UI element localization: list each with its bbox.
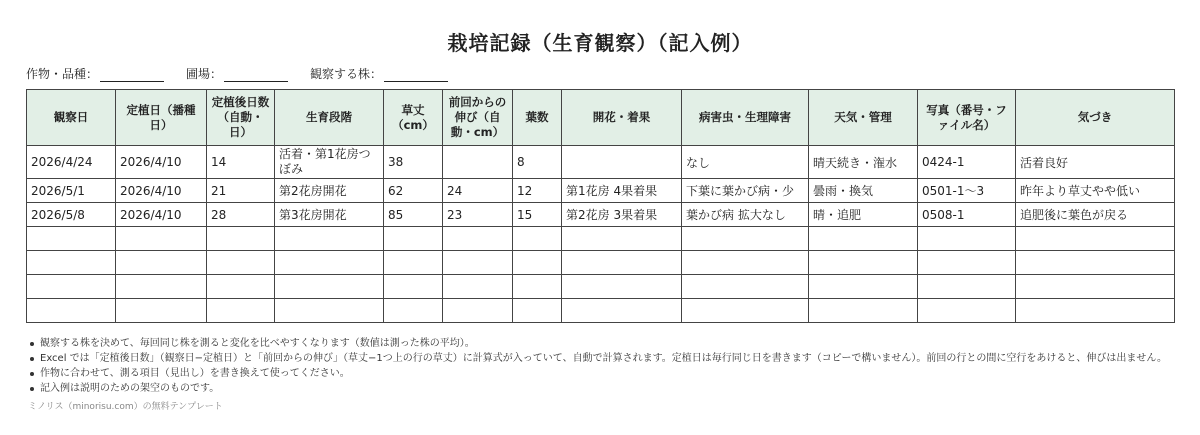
observed-plant-field bbox=[310, 65, 448, 82]
table-cell[interactable] bbox=[682, 251, 809, 275]
table-cell[interactable]: 14 bbox=[207, 146, 275, 179]
table-cell[interactable] bbox=[918, 227, 1016, 251]
table-cell[interactable] bbox=[275, 299, 384, 323]
table-cell[interactable]: 85 bbox=[384, 203, 443, 227]
col-header: 定植後日数（自動・日） bbox=[207, 90, 275, 146]
table-cell[interactable] bbox=[513, 251, 562, 275]
table-cell[interactable]: 0501-1〜3 bbox=[918, 179, 1016, 203]
table-cell[interactable] bbox=[918, 299, 1016, 323]
table-cell[interactable] bbox=[116, 227, 207, 251]
table-cell[interactable] bbox=[207, 299, 275, 323]
note-item: 記入例は説明のための架空のものです。 bbox=[28, 381, 1167, 396]
table-cell[interactable]: 晴・追肥 bbox=[809, 203, 918, 227]
note-item: 観察する株を決めて、毎回同じ株を測ると変化を比べやすくなります（数値は測った株の平均）。 bbox=[28, 336, 1167, 351]
col-header: 草丈（cm） bbox=[384, 90, 443, 146]
table-cell[interactable]: 12 bbox=[513, 179, 562, 203]
table-row bbox=[27, 299, 1175, 323]
table-cell[interactable] bbox=[116, 299, 207, 323]
table-cell[interactable] bbox=[513, 275, 562, 299]
table-cell[interactable] bbox=[682, 227, 809, 251]
table-cell[interactable] bbox=[207, 227, 275, 251]
table-cell[interactable]: 晴天続き・潅水 bbox=[809, 146, 918, 179]
table-cell[interactable]: 第2花房開花 bbox=[275, 179, 384, 203]
table-cell[interactable]: 曇雨・換気 bbox=[809, 179, 918, 203]
table-row bbox=[27, 146, 1175, 179]
table-cell[interactable] bbox=[1016, 227, 1175, 251]
table-cell[interactable] bbox=[918, 251, 1016, 275]
table-cell[interactable] bbox=[809, 299, 918, 323]
table-cell[interactable] bbox=[116, 251, 207, 275]
table-cell[interactable] bbox=[384, 251, 443, 275]
table-cell[interactable] bbox=[1016, 299, 1175, 323]
table-cell[interactable] bbox=[1016, 275, 1175, 299]
table-cell[interactable] bbox=[384, 299, 443, 323]
table-cell[interactable]: 活着・第1花房つぼみ bbox=[275, 146, 384, 179]
col-header: 天気・管理 bbox=[809, 90, 918, 146]
col-header: 病害虫・生理障害 bbox=[682, 90, 809, 146]
table-cell[interactable]: 第2花房 3果着果 bbox=[562, 203, 682, 227]
crop-variety-blank bbox=[100, 67, 164, 82]
page-title: 栽培記録（生育観察）（記入例） bbox=[447, 31, 753, 55]
table-cell[interactable] bbox=[562, 146, 682, 179]
table-cell[interactable] bbox=[809, 251, 918, 275]
header-fields bbox=[26, 64, 470, 82]
observed-plant-label: 観察する株： bbox=[310, 67, 383, 81]
table-cell[interactable]: 38 bbox=[384, 146, 443, 179]
field-plot-blank bbox=[224, 67, 288, 82]
col-header: 観察日 bbox=[27, 90, 116, 146]
table-cell[interactable] bbox=[443, 275, 513, 299]
table-cell[interactable] bbox=[562, 251, 682, 275]
table-cell[interactable] bbox=[562, 299, 682, 323]
table-cell[interactable]: 2026/4/10 bbox=[116, 146, 207, 179]
table-row bbox=[27, 179, 1175, 203]
table-cell[interactable] bbox=[27, 299, 116, 323]
table-cell[interactable]: 8 bbox=[513, 146, 562, 179]
table-cell[interactable]: 2026/4/10 bbox=[116, 179, 207, 203]
template-credit: ミノリス（minorisu.com）の無料テンプレート bbox=[28, 402, 223, 412]
table-cell[interactable] bbox=[443, 251, 513, 275]
table-cell[interactable] bbox=[275, 227, 384, 251]
table-row bbox=[27, 227, 1175, 251]
table-cell[interactable]: 28 bbox=[207, 203, 275, 227]
table-cell[interactable]: 第1花房 4果着果 bbox=[562, 179, 682, 203]
col-header: 生育段階 bbox=[275, 90, 384, 146]
table-cell[interactable] bbox=[27, 227, 116, 251]
table-cell[interactable] bbox=[275, 251, 384, 275]
col-header: 気づき bbox=[1016, 90, 1175, 146]
table-cell[interactable] bbox=[1016, 251, 1175, 275]
table-cell[interactable]: 下葉に葉かび病・少 bbox=[682, 179, 809, 203]
table-cell[interactable]: 葉かび病 拡大なし bbox=[682, 203, 809, 227]
table-cell[interactable] bbox=[513, 227, 562, 251]
table-cell[interactable]: 2026/5/8 bbox=[27, 203, 116, 227]
table-cell[interactable] bbox=[384, 227, 443, 251]
table-cell[interactable]: 活着良好 bbox=[1016, 146, 1175, 179]
table-cell[interactable] bbox=[27, 275, 116, 299]
col-header: 葉数 bbox=[513, 90, 562, 146]
table-cell[interactable] bbox=[513, 299, 562, 323]
table-cell[interactable] bbox=[682, 275, 809, 299]
table-cell[interactable] bbox=[682, 299, 809, 323]
observed-plant-blank bbox=[384, 67, 448, 82]
table-cell[interactable] bbox=[207, 275, 275, 299]
table-header-row bbox=[27, 90, 1175, 146]
table-cell[interactable]: 2026/5/1 bbox=[27, 179, 116, 203]
notes-list bbox=[28, 336, 1167, 396]
col-header: 開花・着果 bbox=[562, 90, 682, 146]
table-cell[interactable] bbox=[809, 275, 918, 299]
note-item: Excel では「定植後日数」（観察日−定植日）と「前回からの伸び」（草丈−1つ上の行の草丈）に計算式が入っていて、自動で計算されます。定植日は毎行同じ日を書きます（コピーで構いません）。前回の行との間に空行をあけると、伸びは出ません。 bbox=[28, 351, 1167, 366]
table-cell[interactable] bbox=[443, 227, 513, 251]
field-plot-field bbox=[186, 65, 288, 82]
note-item: 作物に合わせて、測る項目（見出し）を書き換えて使ってください。 bbox=[28, 366, 1167, 381]
table-cell[interactable]: なし bbox=[682, 146, 809, 179]
table-cell[interactable]: 追肥後に葉色が戻る bbox=[1016, 203, 1175, 227]
table-cell[interactable]: 24 bbox=[443, 179, 513, 203]
col-header: 定植日（播種日） bbox=[116, 90, 207, 146]
table-cell[interactable]: 2026/4/10 bbox=[116, 203, 207, 227]
crop-variety-label: 作物・品種： bbox=[26, 67, 99, 81]
table-cell[interactable] bbox=[562, 275, 682, 299]
table-cell[interactable] bbox=[207, 251, 275, 275]
table-cell[interactable]: 0508-1 bbox=[918, 203, 1016, 227]
table-cell[interactable] bbox=[443, 146, 513, 179]
table-row bbox=[27, 275, 1175, 299]
table-cell[interactable] bbox=[116, 275, 207, 299]
table-cell[interactable]: 15 bbox=[513, 203, 562, 227]
table-row bbox=[27, 203, 1175, 227]
crop-variety-field bbox=[26, 65, 164, 82]
table-cell[interactable]: 23 bbox=[443, 203, 513, 227]
table-cell[interactable] bbox=[27, 251, 116, 275]
col-header: 写真（番号・ファイル名） bbox=[918, 90, 1016, 146]
table-cell[interactable]: 2026/4/24 bbox=[27, 146, 116, 179]
table-cell[interactable] bbox=[384, 275, 443, 299]
table-row bbox=[27, 251, 1175, 275]
col-header: 前回からの伸び（自動・cm） bbox=[443, 90, 513, 146]
table-cell[interactable]: 昨年より草丈やや低い bbox=[1016, 179, 1175, 203]
table-cell[interactable] bbox=[443, 299, 513, 323]
table-cell[interactable]: 0424-1 bbox=[918, 146, 1016, 179]
table-cell[interactable] bbox=[809, 227, 918, 251]
record-table bbox=[26, 89, 1175, 323]
table-cell[interactable]: 第3花房開花 bbox=[275, 203, 384, 227]
table-cell[interactable] bbox=[275, 275, 384, 299]
table-cell[interactable]: 21 bbox=[207, 179, 275, 203]
table-cell[interactable] bbox=[562, 227, 682, 251]
table-cell[interactable]: 62 bbox=[384, 179, 443, 203]
table-cell[interactable] bbox=[918, 275, 1016, 299]
field-plot-label: 圃場： bbox=[186, 67, 223, 81]
